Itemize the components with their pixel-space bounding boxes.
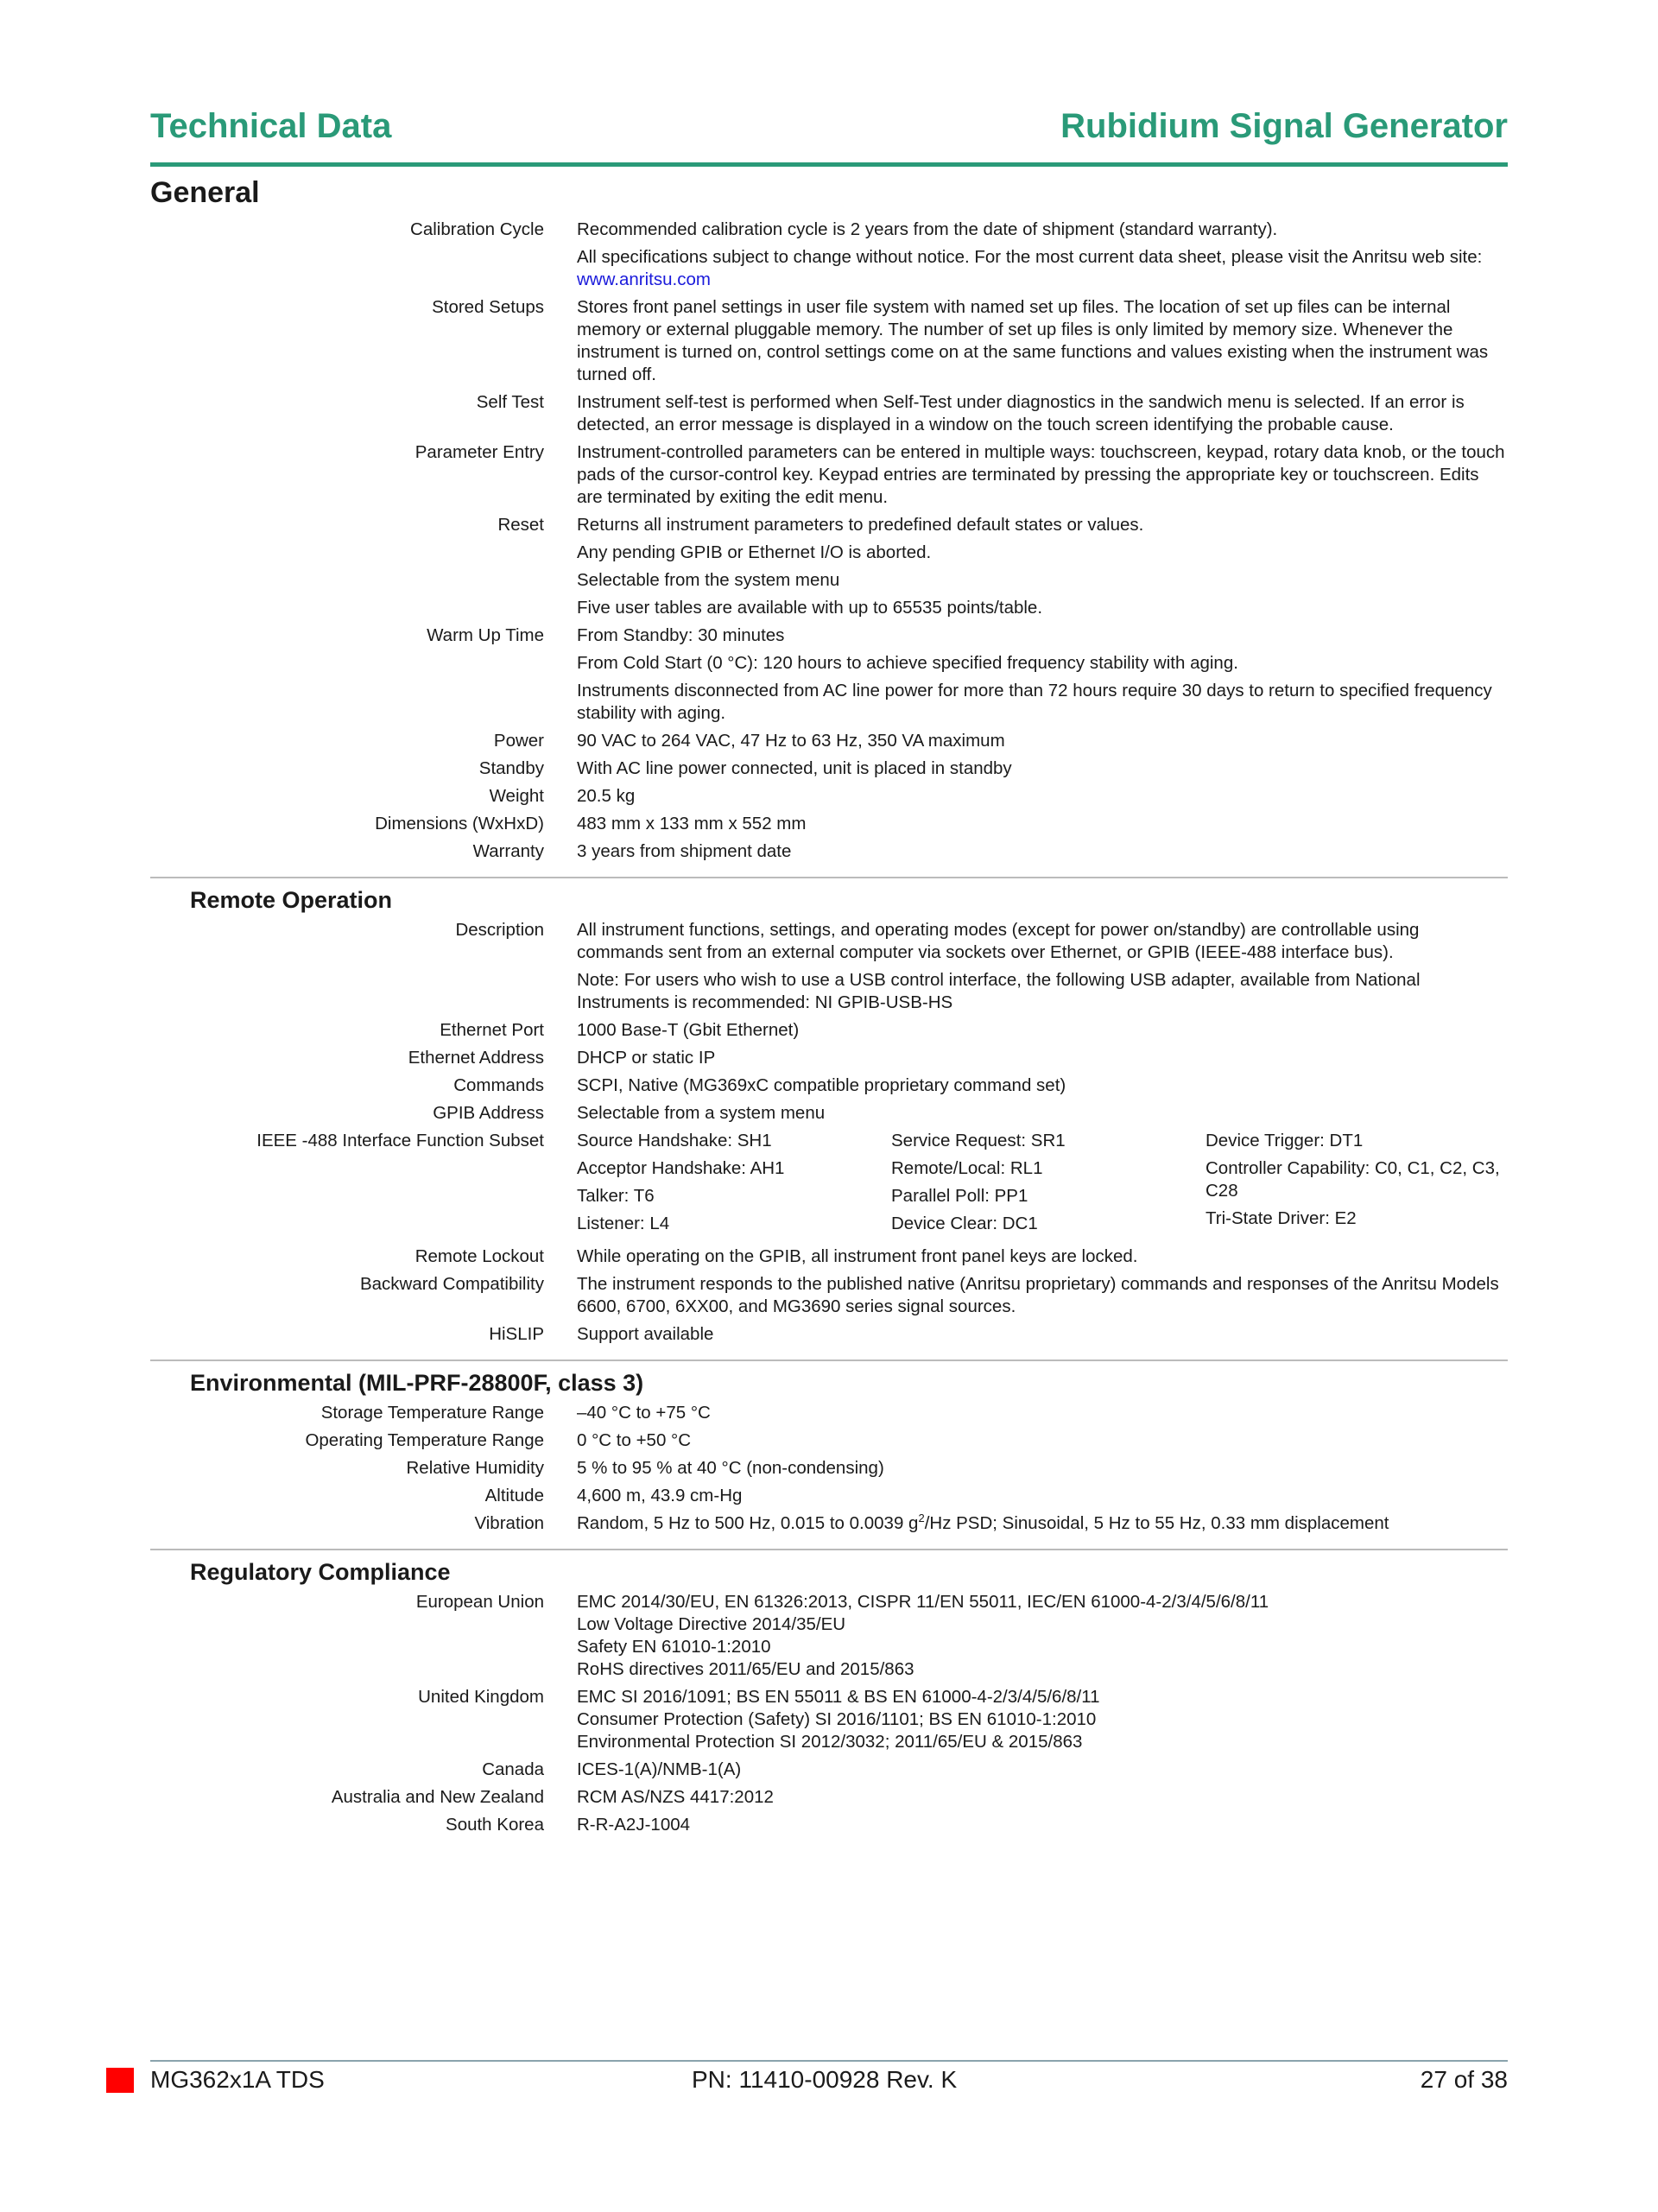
spec-label: Warranty xyxy=(472,841,544,861)
spec-label: Weight xyxy=(489,786,544,806)
spec-values xyxy=(577,1102,1508,1130)
website-link[interactable]: www.anritsu.com xyxy=(577,269,711,289)
spec-label: Reset xyxy=(497,515,544,535)
spec-values xyxy=(577,813,1508,840)
spec-value: R-R-A2J-1004 xyxy=(577,1815,691,1835)
spec-values xyxy=(577,1457,1508,1485)
spec-value: Stores front panel settings in user file system with named set up files. The location of set up files can be internal memory or external pluggable memory. The number of set up files is only limited by memory size. Whenever the instrument is turned on, control settings come on at the same functions and values existing when the instrument was turned off. xyxy=(577,297,1489,384)
spec-value: Support available xyxy=(577,1324,714,1344)
spec-value: With AC line power connected, unit is placed in standby xyxy=(577,758,1012,778)
spec-row xyxy=(150,1047,1508,1074)
spec-value: 20.5 kg xyxy=(577,786,636,806)
spec-values xyxy=(577,919,1508,1019)
spec-value-text: /Hz PSD; Sinusoidal, 5 Hz to 55 Hz, 0.33 mm displacement xyxy=(924,1513,1389,1533)
footer-red-mark xyxy=(106,2068,134,2093)
spec-row xyxy=(150,391,1508,441)
spec-label: IEEE -488 Interface Function Subset xyxy=(256,1131,544,1150)
spec-value xyxy=(577,246,1508,291)
spec-value: Instrument self-test is performed when Self-Test under diagnostics in the sandwich menu is selected. If an error is detected, an error message is displayed in a window on the touch screen identifying the probable cause. xyxy=(577,392,1465,434)
footer-doc-name: MG362x1A TDS xyxy=(150,2066,325,2093)
compliance-line: Environmental Protection SI 2012/3032; 2011/65/EU & 2015/863 xyxy=(577,1732,1083,1752)
spec-value: 4,600 m, 43.9 cm-Hg xyxy=(577,1486,743,1505)
spec-label: Operating Temperature Range xyxy=(305,1430,544,1450)
section-heading: Regulatory Compliance xyxy=(190,1559,451,1585)
compliance-line: EMC 2014/30/EU, EN 61326:2013, CISPR 11/EN 55011, IEC/EN 61000-4-2/3/4/5/6/8/11 xyxy=(577,1592,1269,1612)
spec-row xyxy=(150,624,1508,730)
spec-row xyxy=(150,1429,1508,1457)
subset-item: Controller Capability: C0, C1, C2, C3, C28 xyxy=(1206,1158,1500,1201)
spec-value xyxy=(577,1512,1508,1535)
spec-value: –40 °C to +75 °C xyxy=(577,1403,711,1423)
spec-values xyxy=(577,1402,1508,1429)
spec-row xyxy=(150,514,1508,624)
spec-values xyxy=(577,730,1508,757)
section-heading: General xyxy=(150,176,260,209)
spec-values xyxy=(577,1273,1508,1323)
spec-value: 3 years from shipment date xyxy=(577,841,792,861)
spec-row xyxy=(150,1512,1508,1540)
spec-row xyxy=(150,1786,1508,1814)
spec-row xyxy=(150,1686,1508,1759)
spec-row xyxy=(150,219,1508,296)
spec-values xyxy=(577,1047,1508,1074)
subset-item: Service Request: SR1 xyxy=(891,1131,1066,1150)
subset-item: Source Handshake: SH1 xyxy=(577,1131,772,1150)
spec-value: DHCP or static IP xyxy=(577,1048,716,1068)
spec-value: Any pending GPIB or Ethernet I/O is aborted. xyxy=(577,542,932,562)
spec-values xyxy=(577,1485,1508,1512)
spec-value: 5 % to 95 % at 40 °C (non-condensing) xyxy=(577,1458,884,1478)
spec-row xyxy=(150,1591,1508,1686)
section-divider xyxy=(150,1549,1508,1550)
spec-row xyxy=(150,730,1508,757)
spec-values xyxy=(577,219,1508,296)
page-header xyxy=(150,102,1508,167)
spec-label: Power xyxy=(493,731,544,751)
spec-value: From Standby: 30 minutes xyxy=(577,625,785,645)
compliance-line: Consumer Protection (Safety) SI 2016/1101; BS EN 61010-1:2010 xyxy=(577,1709,1097,1729)
spec-row xyxy=(150,1759,1508,1786)
spec-label: Relative Humidity xyxy=(406,1458,544,1478)
spec-label: Altitude xyxy=(484,1486,544,1505)
spec-values xyxy=(577,1130,1520,1245)
subset-column xyxy=(891,1130,1206,1240)
spec-values xyxy=(577,624,1508,730)
spec-values xyxy=(577,441,1508,514)
spec-row xyxy=(150,1245,1508,1273)
spec-value: ICES-1(A)/NMB-1(A) xyxy=(577,1759,742,1779)
spec-values xyxy=(577,1245,1508,1273)
spec-row xyxy=(150,757,1508,785)
spec-values xyxy=(577,1814,1508,1841)
spec-label: Storage Temperature Range xyxy=(320,1403,544,1423)
footer-part-number: PN: 11410-00928 Rev. K xyxy=(692,2066,958,2093)
spec-values xyxy=(577,1323,1508,1351)
subset-item: Tri-State Driver: E2 xyxy=(1206,1208,1357,1228)
spec-values xyxy=(577,1019,1508,1047)
spec-label: Vibration xyxy=(474,1513,544,1533)
subset-column xyxy=(577,1130,891,1240)
subset-item: Talker: T6 xyxy=(577,1186,655,1206)
spec-row xyxy=(150,1273,1508,1323)
spec-values xyxy=(577,1686,1508,1759)
spec-value xyxy=(577,1686,1508,1753)
spec-row xyxy=(150,296,1508,391)
compliance-line: Low Voltage Directive 2014/35/EU xyxy=(577,1614,846,1634)
superscript: 2 xyxy=(918,1512,925,1525)
spec-label: Australia and New Zealand xyxy=(331,1787,544,1807)
spec-value: Returns all instrument parameters to predefined default states or values. xyxy=(577,515,1144,535)
spec-value: From Cold Start (0 °C): 120 hours to achieve specified frequency stability with aging. xyxy=(577,653,1238,673)
spec-label: European Union xyxy=(415,1592,544,1612)
spec-values xyxy=(577,296,1508,391)
spec-row xyxy=(150,1102,1508,1130)
spec-row xyxy=(150,813,1508,840)
spec-value: Five user tables are available with up to 65535 points/table. xyxy=(577,598,1043,618)
spec-value: Note: For users who wish to use a USB control interface, the following USB adapter, available from National Instruments is recommended: NI GPIB-USB-HS xyxy=(577,970,1421,1012)
subset-item: Parallel Poll: PP1 xyxy=(891,1186,1028,1206)
spec-value: All instrument functions, settings, and operating modes (except for power on/standby) are controllable using commands sent from an external computer via sockets over Ethernet, or GPIB (IEEE-488 interface bus). xyxy=(577,920,1420,962)
spec-label: Calibration Cycle xyxy=(410,219,544,239)
header-title-left: Technical Data xyxy=(150,107,392,145)
subset-item: Remote/Local: RL1 xyxy=(891,1158,1043,1178)
header-title-right: Rubidium Signal Generator xyxy=(1060,107,1508,145)
spec-value: SCPI, Native (MG369xC compatible proprietary command set) xyxy=(577,1075,1066,1095)
footer-divider xyxy=(150,2060,1508,2062)
spec-values xyxy=(577,1074,1508,1102)
spec-label: Self Test xyxy=(476,392,544,412)
spec-label: Standby xyxy=(478,758,544,778)
spec-label: Ethernet Address xyxy=(408,1048,544,1068)
spec-row xyxy=(150,1402,1508,1429)
spec-value: While operating on the GPIB, all instrument front panel keys are locked. xyxy=(577,1246,1138,1266)
spec-row xyxy=(150,1130,1508,1245)
spec-label: Remote Lockout xyxy=(414,1246,544,1266)
spec-value: Instrument-controlled parameters can be entered in multiple ways: touchscreen, keypad, rotary data knob, or the touch pads of the cursor-control key. Keypad entries are terminated by pressing the appropriate key or touchscreen. Edits are terminated by exiting the edit menu. xyxy=(577,442,1505,507)
spec-label: Parameter Entry xyxy=(414,442,544,462)
spec-value: Selectable from a system menu xyxy=(577,1103,826,1123)
spec-values xyxy=(577,391,1508,441)
section-divider xyxy=(150,1360,1508,1361)
spec-values xyxy=(577,1759,1508,1786)
spec-value-text: Random, 5 Hz to 500 Hz, 0.015 to 0.0039 g xyxy=(577,1513,919,1533)
spec-values xyxy=(577,785,1508,813)
spec-row xyxy=(150,785,1508,813)
spec-row xyxy=(150,1019,1508,1047)
spec-value: Recommended calibration cycle is 2 years from the date of shipment (standard warranty). xyxy=(577,219,1278,239)
spec-row xyxy=(150,919,1508,1019)
spec-label: United Kingdom xyxy=(418,1687,544,1707)
subset-column xyxy=(1206,1130,1520,1240)
spec-label: Description xyxy=(455,920,544,940)
spec-value: RCM AS/NZS 4417:2012 xyxy=(577,1787,774,1807)
spec-value: Selectable from the system menu xyxy=(577,570,840,590)
spec-row xyxy=(150,441,1508,514)
section-heading: Environmental (MIL-PRF-28800F, class 3) xyxy=(190,1370,644,1396)
spec-label: Dimensions (WxHxD) xyxy=(375,814,544,833)
spec-value xyxy=(577,1130,1520,1240)
spec-label: South Korea xyxy=(446,1815,544,1835)
spec-value: 1000 Base-T (Gbit Ethernet) xyxy=(577,1020,800,1040)
spec-value: Instruments disconnected from AC line power for more than 72 hours require 30 days to return to specified frequency stability with aging. xyxy=(577,681,1492,723)
spec-value: 0 °C to +50 °C xyxy=(577,1430,692,1450)
spec-values xyxy=(577,1786,1508,1814)
spec-row xyxy=(150,1814,1508,1841)
spec-value-text: All specifications subject to change without notice. For the most current data sheet, please visit the Anritsu web site: xyxy=(577,247,1483,267)
subset-item: Acceptor Handshake: AH1 xyxy=(577,1158,785,1178)
subset-item: Listener: L4 xyxy=(577,1214,670,1233)
subset-item: Device Clear: DC1 xyxy=(891,1214,1038,1233)
spec-value xyxy=(577,1591,1508,1681)
spec-content xyxy=(150,173,1508,1841)
spec-label: HiSLIP xyxy=(489,1324,544,1344)
spec-label: GPIB Address xyxy=(433,1103,544,1123)
spec-row xyxy=(150,1485,1508,1512)
subset-item: Device Trigger: DT1 xyxy=(1206,1131,1364,1150)
spec-value: 90 VAC to 264 VAC, 47 Hz to 63 Hz, 350 VA maximum xyxy=(577,731,1005,751)
spec-value: 483 mm x 133 mm x 552 mm xyxy=(577,814,807,833)
spec-label: Canada xyxy=(482,1759,544,1779)
spec-label: Stored Setups xyxy=(432,297,544,317)
spec-label: Ethernet Port xyxy=(440,1020,544,1040)
spec-label: Commands xyxy=(453,1075,544,1095)
footer-page-number: 27 of 38 xyxy=(1420,2066,1508,2093)
compliance-line: Safety EN 61010-1:2010 xyxy=(577,1637,771,1657)
spec-row xyxy=(150,1457,1508,1485)
spec-label: Warm Up Time xyxy=(427,625,544,645)
spec-row xyxy=(150,1323,1508,1351)
spec-values xyxy=(577,757,1508,785)
spec-row xyxy=(150,1074,1508,1102)
section-divider xyxy=(150,877,1508,878)
compliance-line: EMC SI 2016/1091; BS EN 55011 & BS EN 61000-4-2/3/4/5/6/8/11 xyxy=(577,1687,1100,1707)
spec-values xyxy=(577,1429,1508,1457)
spec-values xyxy=(577,514,1508,624)
spec-value: The instrument responds to the published native (Anritsu proprietary) commands and responses of the Anritsu Models 6600, 6700, 6XX00, and MG3690 series signal sources. xyxy=(577,1274,1499,1316)
section-heading: Remote Operation xyxy=(190,887,393,913)
spec-values xyxy=(577,1591,1508,1686)
spec-row xyxy=(150,840,1508,868)
spec-values xyxy=(577,840,1508,868)
spec-values xyxy=(577,1512,1508,1540)
compliance-line: RoHS directives 2011/65/EU and 2015/863 xyxy=(577,1659,914,1679)
spec-label: Backward Compatibility xyxy=(359,1274,544,1294)
